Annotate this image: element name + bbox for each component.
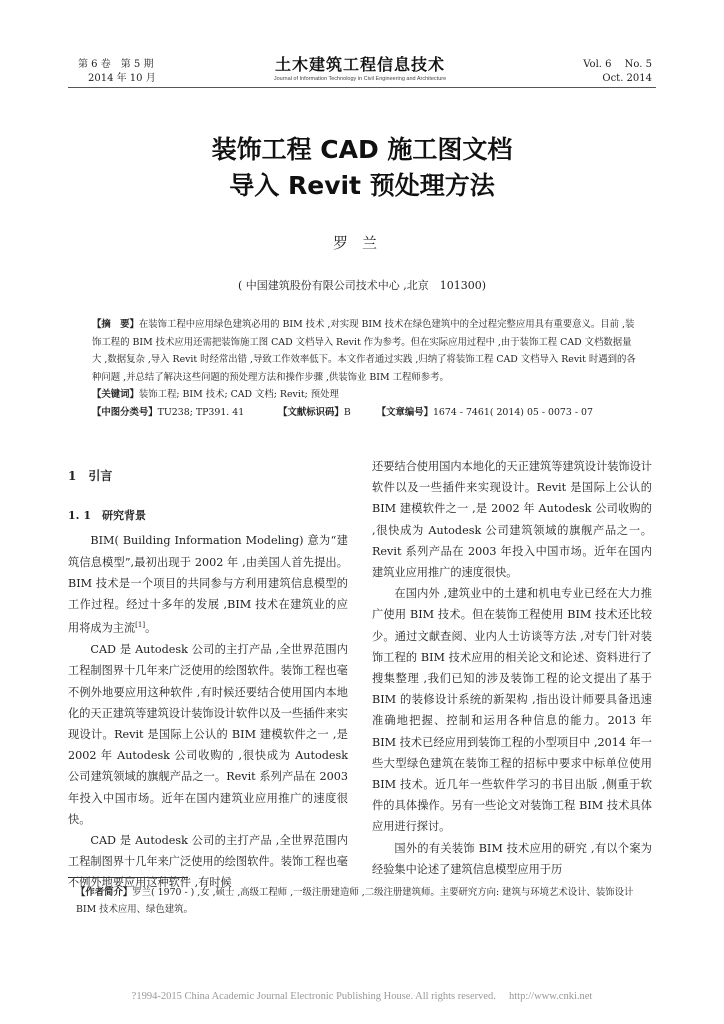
right-column bbox=[372, 456, 652, 880]
abstract-text: 在装饰工程中应用绿色建筑必用的 BIM 技术 ,对实现 BIM 技术在绿色建筑中的全过程完整应用具有重要意义。目前 ,装饰工程的 BIM 技术应用还需把装饰施工图 CAD 文档导入 Revit 作为参考。但在实际应用过程中 ,由于装饰工程 CAD 文档数据量大 ,数据复杂 ,导入 Revit 时经常出错 ,导致工作效率低下。本文作者通过实践 ,归纳了将装饰工程 CAD 文档导入 Revit 时遇到的各种问题 ,并总结了解决这些问题的预处理方法和操作步骤 ,供装饰业 BIM 工程师参考。 bbox=[92, 319, 636, 383]
right-paragraph-1: 还要结合使用国内本地化的天正建筑等建筑设计装饰设计软件以及一些插件来实现设计。Revit 是国际上公认的 BIM 建模软件之一 ,是 2002 年 Autodesk 公司收购的 ,很快成为 Autodesk 公司建筑领域的旗舰产品之一。Revit 系列产品在 2003 年投入中国市场。近年在国内建筑业应用推广的速度很快。 bbox=[372, 460, 652, 580]
keywords-text: 装饰工程; BIM 技术; CAD 文档; Revit; 预处理 bbox=[138, 389, 339, 401]
subsection-heading-background: 1. 1 研究背景 bbox=[68, 509, 146, 523]
article-number-label: 【文章编号】 bbox=[376, 406, 433, 418]
right-paragraph-3: 国外的有关装饰 BIM 技术应用的研究 ,有以个案为经验集中论述了建筑信息模型应用于历 bbox=[372, 841, 652, 876]
abstract-label: 【摘 要】 bbox=[92, 319, 139, 330]
left-paragraph-1: BIM( Building Information Modeling) 意为“建筑信息模型”,最初出现于 2002 年 ,由美国人首先提出。BIM 技术是一个项目的共同参与方利用建筑信息模型的工作过程。经过十多年的发展 ,BIM 技术在建筑业的应用将成为主流[1]。 bbox=[68, 534, 348, 635]
journal-title-cn: 土木建筑工程信息技术 bbox=[274, 55, 445, 74]
header-rule bbox=[68, 87, 656, 88]
title-line-1: 装饰工程 CAD 施工图文档 bbox=[211, 135, 513, 164]
author-bio-footnote bbox=[76, 884, 656, 918]
journal-title-en: Journal of Information Technology in Civil Engineering and Architecture bbox=[273, 76, 447, 82]
footnote-label: 【作者简介】 bbox=[76, 887, 133, 898]
author-affiliation: ( 中国建筑股份有限公司技术中心 ,北京 101300) bbox=[237, 279, 487, 292]
footnote-rule bbox=[68, 877, 188, 878]
doc-code-label: 【文献标识码】 bbox=[278, 406, 344, 418]
abstract-block bbox=[92, 316, 640, 422]
vol-en: Vol. 6 No. 5 bbox=[583, 59, 652, 70]
keywords-line bbox=[92, 386, 640, 404]
header-issue bbox=[78, 58, 156, 86]
right-paragraph-2: 在国内外 ,建筑业中的土建和机电专业已经在大力推广使用 BIM 技术。但在装饰工程使用 BIM 技术还比较少。通过文献查阅、业内人士访谈等方法 ,对专门针对装饰工程的 BIM 技术应用的相关论文和论述、资料进行了搜集整理 ,我们已知的涉及装饰工程的论文提出了基于 BIM 的装修设计系统的新架构 ,指出设计师要具备迅速准确地把握、控制和运用各种信息的能力。2013 年 BIM 技术已经应用到装饰工程的小型项目中 ,2014 年一些大型绿色建筑在装饰工程的招标中要求中标单位使用 BIM 技术。近几年一些软件学习的书目出版 ,侧重于软件的具体操作。另有一些论文对装饰工程 BIM 技术具体应用进行探讨。 bbox=[372, 587, 652, 834]
header-volume bbox=[583, 58, 652, 86]
author-name: 罗兰 bbox=[332, 234, 391, 252]
date-en: Oct. 2014 bbox=[602, 73, 652, 84]
title-line-2: 导入 Revit 预处理方法 bbox=[229, 171, 495, 200]
citation-ref: [1] bbox=[135, 621, 146, 630]
issue-cn: 第 6 卷 第 5 期 bbox=[78, 59, 154, 70]
class-label: 【中图分类号】 bbox=[92, 406, 158, 418]
keywords-label: 【关键词】 bbox=[92, 389, 139, 401]
left-paragraph-3: CAD 是 Autodesk 公司的主打产品 ,全世界范围内工程制图界十几年来广泛使用的绘图软件。装饰工程也毫不例外地要应用这种软件 ,有时候 bbox=[68, 833, 348, 890]
article-title bbox=[0, 132, 724, 204]
article-number-value: 1674 - 7461( 2014) 05 - 0073 - 07 bbox=[432, 406, 593, 418]
class-value: TU238; TP391. 41 bbox=[157, 406, 245, 418]
copyright-notice: ?1994-2015 China Academic Journal Electronic Publishing House. All rights reserved. http://www.cnki.net bbox=[131, 991, 593, 1002]
section-heading-intro: 1 引言 bbox=[68, 469, 113, 483]
left-column bbox=[68, 460, 348, 894]
abstract-paragraph bbox=[92, 316, 640, 386]
doc-code-value: B bbox=[343, 406, 351, 418]
journal-masthead bbox=[250, 52, 470, 82]
left-paragraph-2: CAD 是 Autodesk 公司的主打产品 ,全世界范围内工程制图界十几年来广泛使用的绘图软件。装饰工程也毫不例外地要应用这种软件 ,有时候还要结合使用国内本地化的天正建筑等建筑设计装饰设计软件以及一些插件来实现设计。Revit 是国际上公认的 BIM 建模软件之一 ,是 2002 年 Autodesk 公司收购的 ,很快成为 Autodesk 公司建筑领域的旗舰产品之一。Revit 系列产品在 2003 年投入中国市场。近年在国内建筑业应用推广的速度很快。 bbox=[68, 643, 348, 826]
footnote-text: 罗兰( 1970 - ) ,女 ,硕士 ,高级工程师 ,一级注册建造师 ,二级注册建筑师。主要研究方向: 建筑与环境艺术设计、装饰设计 BIM 技术应用、绿色建筑。 bbox=[76, 887, 634, 915]
date-cn: 2014 年 10 月 bbox=[88, 73, 156, 84]
classification-line bbox=[92, 404, 640, 422]
